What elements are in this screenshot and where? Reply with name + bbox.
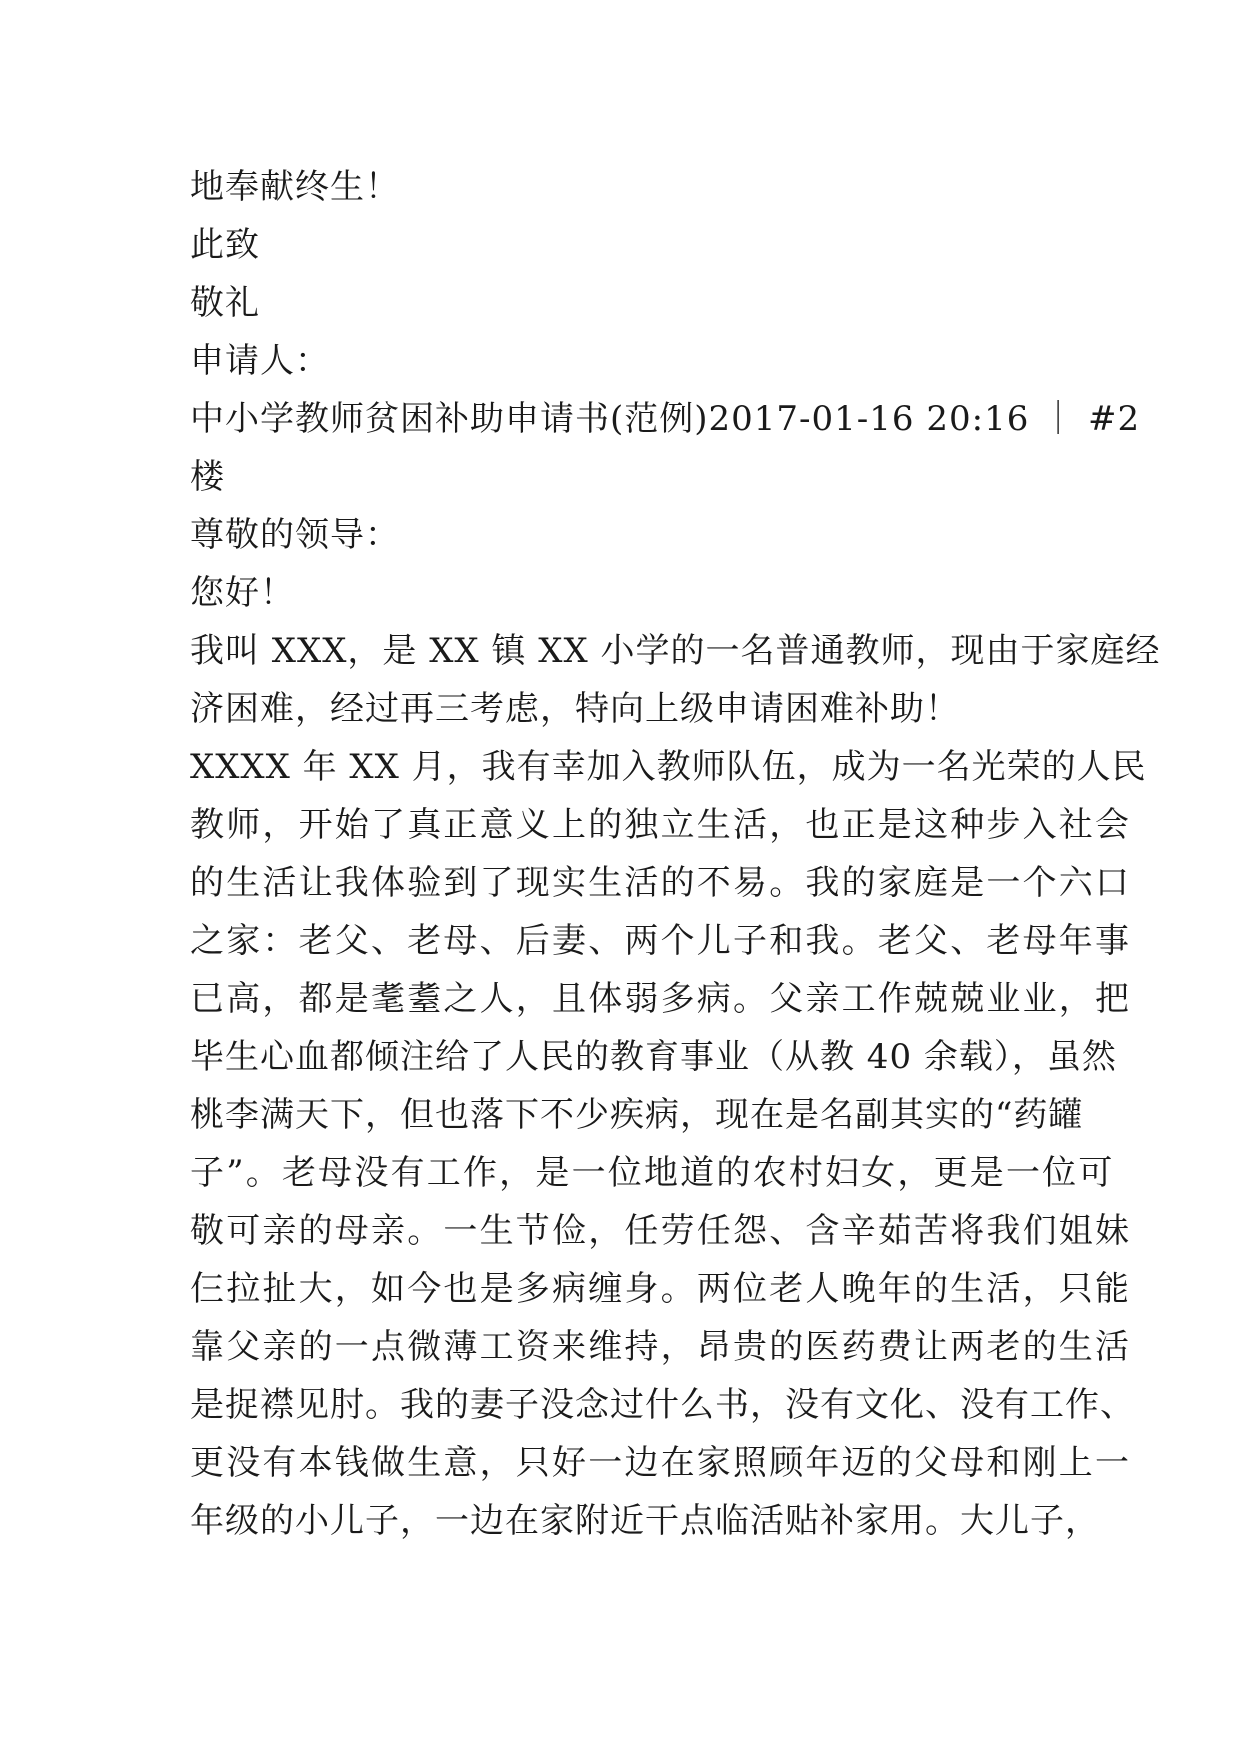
paragraph-line: 仨拉扯大，如今也是多病缠身。两位老人晚年的生活，只能 bbox=[190, 1269, 1132, 1309]
paragraph-line: 年级的小儿子，一边在家附近干点临活贴补家用。大儿子， bbox=[190, 1501, 1100, 1541]
paragraph-line: XXXX 年 XX 月，我有幸加入教师队伍，成为一名光荣的人民 bbox=[190, 747, 1147, 787]
paragraph-line: 已高，都是耄耋之人，且体弱多病。父亲工作兢兢业业，把 bbox=[190, 979, 1132, 1019]
text-line: 敬礼 bbox=[190, 283, 260, 323]
paragraph-line: 是捉襟见肘。我的妻子没念过什么书，没有文化、没有工作、 bbox=[190, 1385, 1135, 1425]
paragraph-line: 毕生心血都倾注给了人民的教育事业（从教 40 余载），虽然 bbox=[190, 1037, 1117, 1077]
paragraph-line: 的生活让我体验到了现实生活的不易。我的家庭是一个六口 bbox=[190, 863, 1132, 903]
text-line: 此致 bbox=[190, 225, 260, 265]
paragraph-line: 靠父亲的一点微薄工资来维持，昂贵的医药费让两老的生活 bbox=[190, 1327, 1132, 1367]
text-line: 地奉献终生！ bbox=[190, 167, 400, 207]
paragraph-line: 更没有本钱做生意，只好一边在家照顾年迈的父母和刚上一 bbox=[190, 1443, 1132, 1483]
paragraph-line: 教师，开始了真正意义上的独立生活，也正是这种步入社会 bbox=[190, 805, 1132, 845]
text-line: 申请人： bbox=[190, 341, 330, 381]
document-page bbox=[190, 158, 1161, 1550]
paragraph-line: 我叫 XXX，是 XX 镇 XX 小学的一名普通教师，现由于家庭经 bbox=[190, 631, 1161, 671]
paragraph-line: 济困难，经过再三考虑，特向上级申请困难补助！ bbox=[190, 689, 960, 729]
post-header-line: 中小学教师贫困补助申请书(范例)2017-01-16 20:16 ｜ #2 bbox=[190, 399, 1141, 439]
paragraph-line: 敬可亲的母亲。一生节俭，任劳任怨、含辛茹苦将我们姐妹 bbox=[190, 1211, 1132, 1251]
paragraph-line: 之家：老父、老母、后妻、两个儿子和我。老父、老母年事 bbox=[190, 921, 1132, 961]
greeting: 您好！ bbox=[190, 573, 295, 613]
paragraph-line: 桃李满天下，但也落下不少疾病，现在是名副其实的“药罐 bbox=[190, 1095, 1084, 1135]
paragraph-line: 子”。老母没有工作，是一位地道的农村妇女，更是一位可 bbox=[190, 1153, 1115, 1193]
salutation: 尊敬的领导： bbox=[190, 515, 400, 555]
text-line: 楼 bbox=[190, 457, 225, 497]
